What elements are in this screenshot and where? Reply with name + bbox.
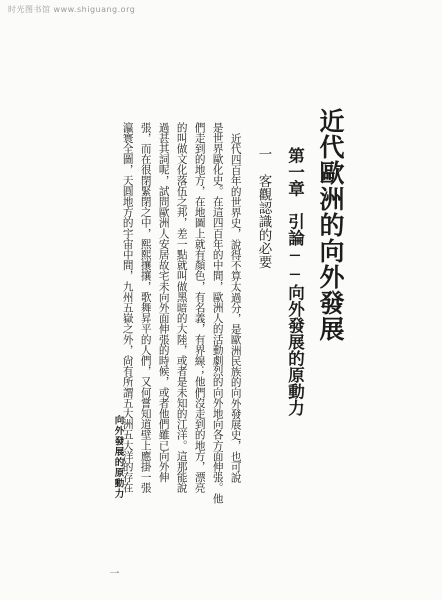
body-column-2: 是世界歐化史。在這四百年的中間，歐洲人的活動劇烈的向外地向各方面伸張。他 [211,122,224,504]
running-head: 向外發展的原動力 [112,415,124,499]
page-number: 一 [107,568,119,578]
body-column-7: 瀛寰全圖，天圓地方的宇宙中間，九州五嶽之外，尙有所謂五大洲五大洋的存在 [121,122,134,493]
body-column-5: 過甚其詞呢，試問歐洲人安居故宅未向外面伸張的時候，或者他們雖已向外伸 [157,122,170,483]
book-title: 近代歐洲的向外發展 [316,108,345,342]
body-column-3: 們走到的地方，在地圖上就有顏色，有名義，有界線；他們沒走到的地方，漂亮 [193,122,206,493]
body-column-6: 張，而在很閉緊閉之中，熙熙攘攘，歌舞昇平的人們，又何嘗知道壁上應掛一張 [139,122,152,493]
body-column-4: 的叫做文化落伍之邦，差一點就叫做黑暗的大陸，或者是未知的江洋。這那能說 [175,122,188,493]
body-column-1: 近代四百年的世界史，說得不算太過分，是歐洲民族的向外發展史，也可說 [229,133,242,483]
section-title: 一 客觀認識的必要 [255,147,272,269]
watermark: 时光图书馆 www.shiguang.org [8,5,136,14]
chapter-title: 第一章 引論──向外發展的原動力 [285,147,305,416]
